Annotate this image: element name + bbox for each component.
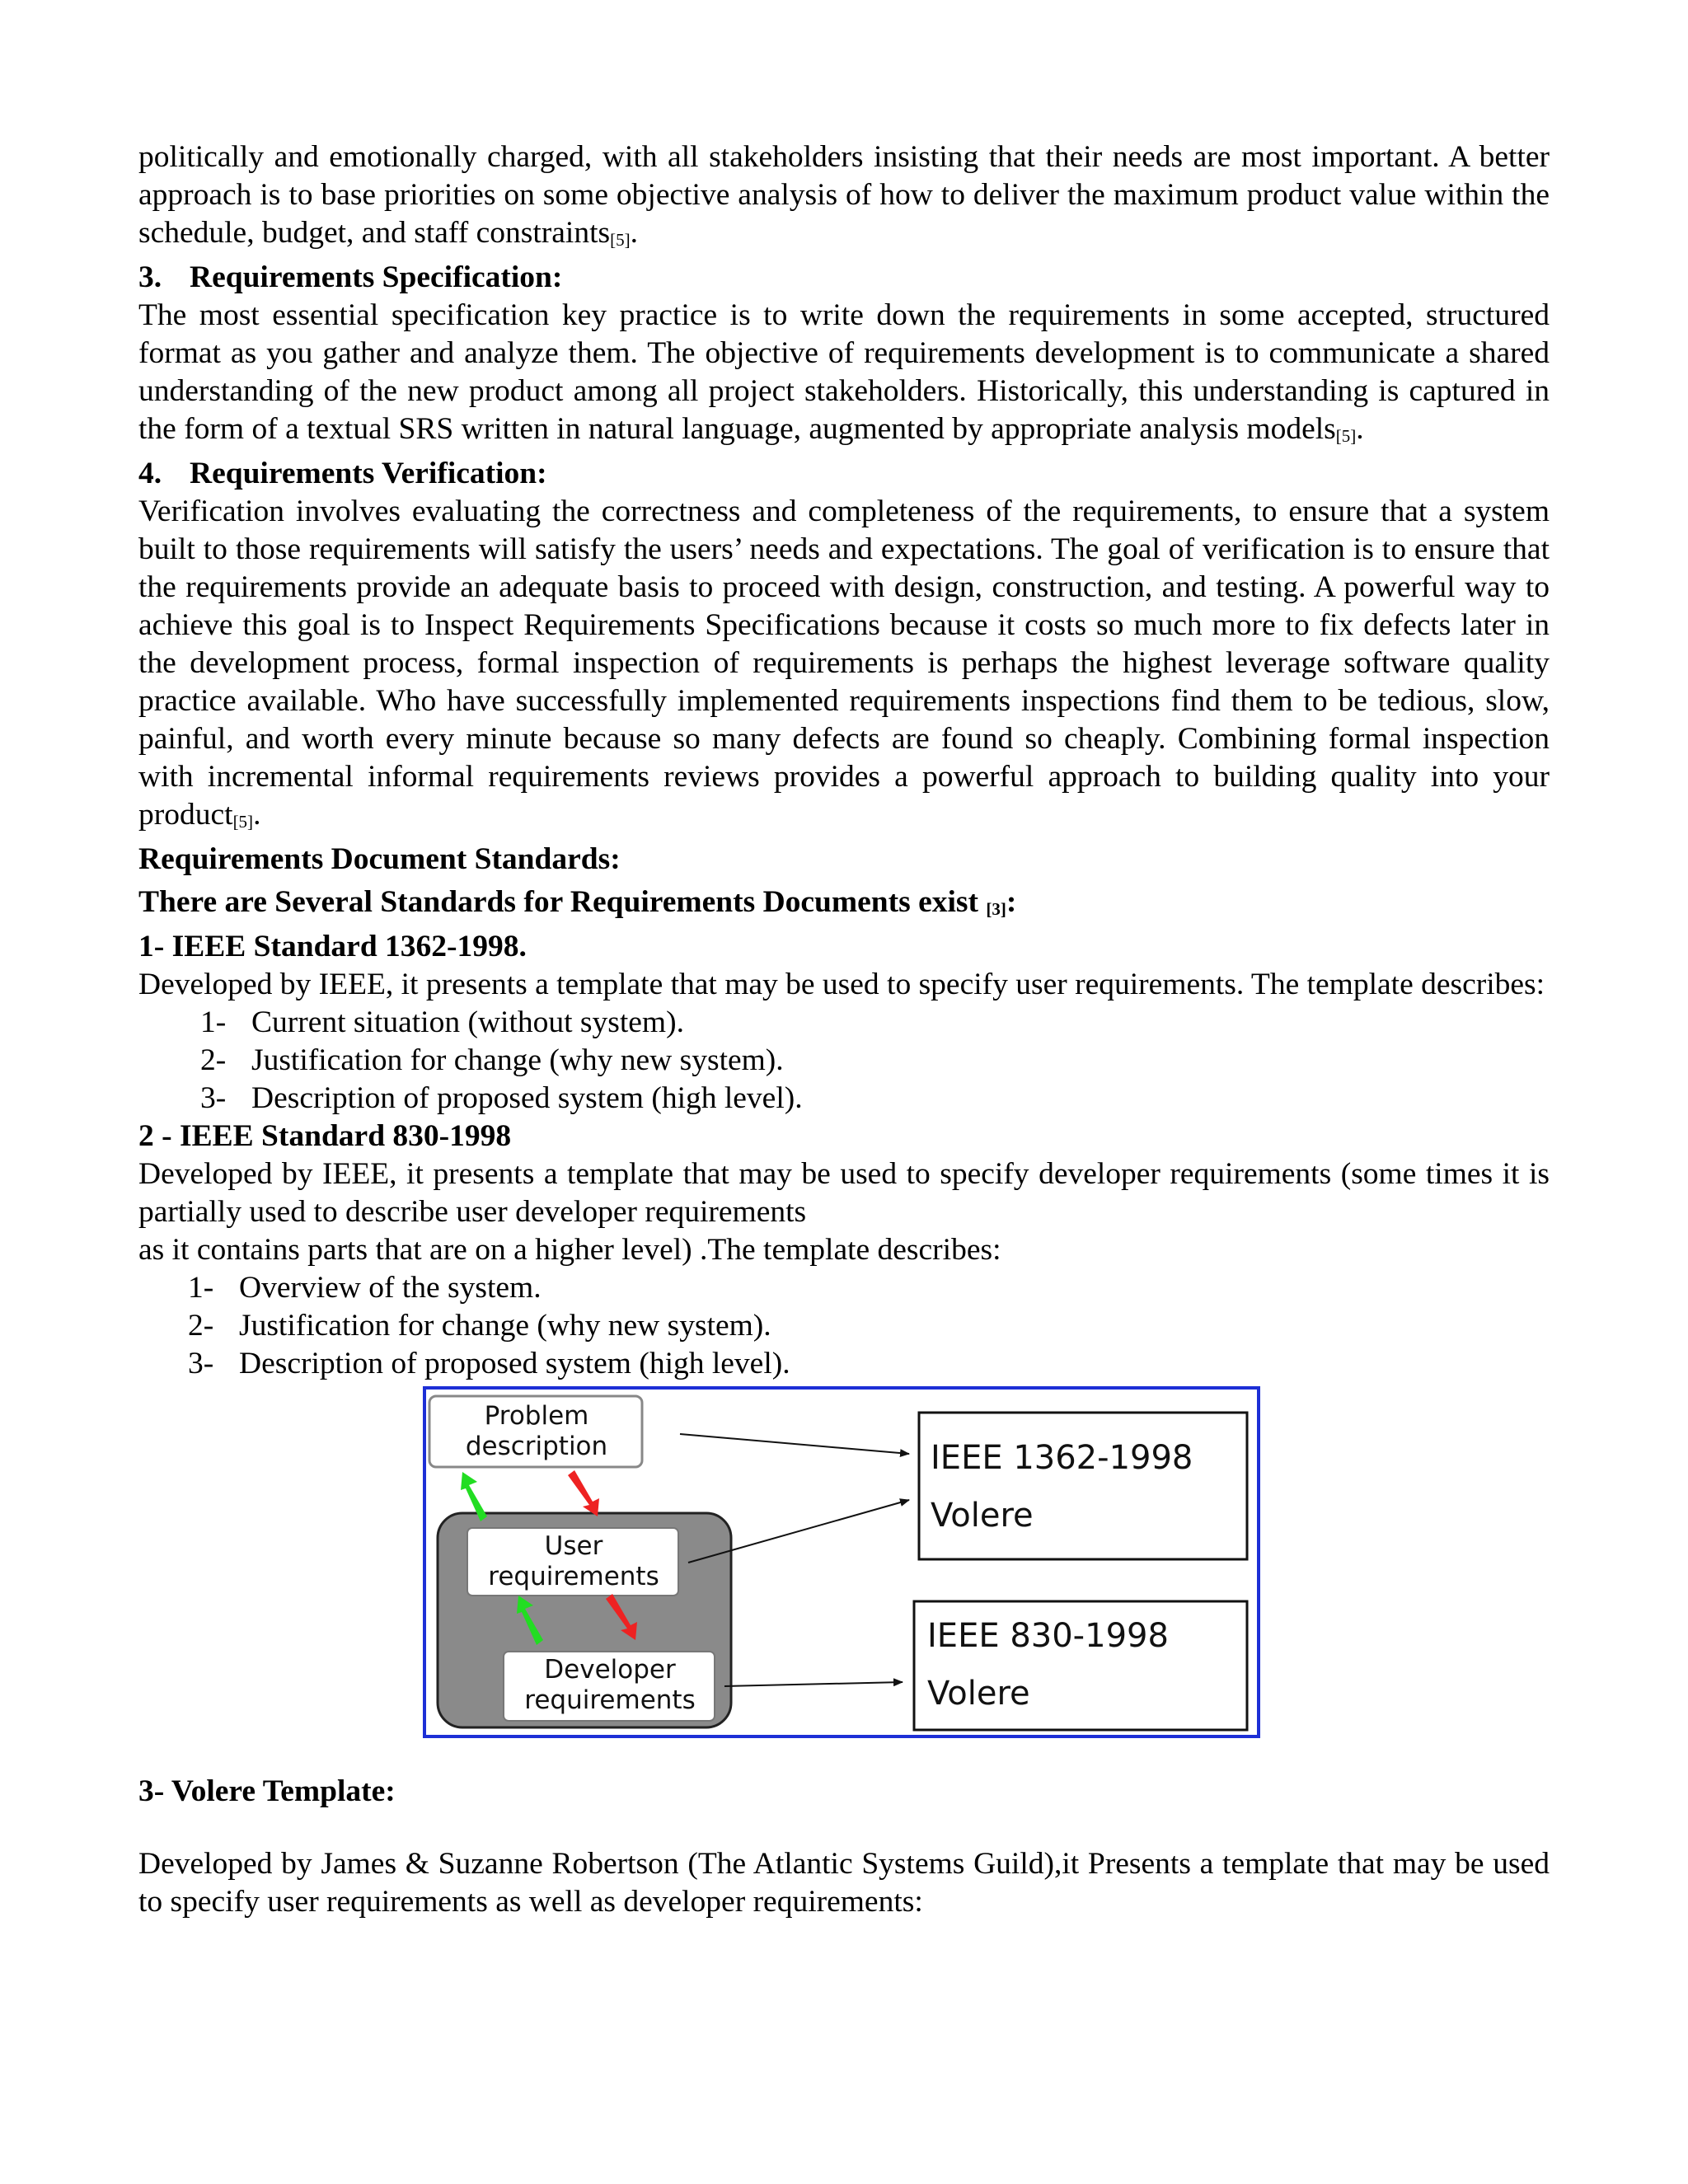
list-ieee-1362 [138,1004,1550,1118]
citation: [5] [610,230,631,250]
list-item: 2- Justification for change (why new system). [200,1043,784,1077]
list-item: 3- Description of proposed system (high level). [200,1081,803,1115]
heading-several-standards: There are Several Standards for Requirements Documents exist [3]: [138,885,1017,919]
paragraph-priorities: politically and emotionally charged, with all stakeholders insisting that their needs are most important. A better approach is to base priorities on some objective analysis of how to deliver the maximum product value within the schedule, budget, and staff constraints[5]. [138,140,1550,250]
paragraph-ieee-1362: Developed by IEEE, it presents a template that may be used to specify user requirements. The template describes: [138,968,1545,1001]
heading-requirements-verification: 4. Requirements Verification: [138,457,547,490]
arrow-developer-to-830 [724,1682,903,1686]
problem-description-label: Problem description [465,1401,608,1461]
paragraph-ieee-830: Developed by IEEE, it presents a template that may be used to specify developer requirements (some times it is partially used to describe user developer requirements [138,1157,1550,1229]
list-item: 1- Current situation (without system). [200,1005,684,1039]
document-page [138,138,1550,1921]
citation: [5] [1335,426,1357,446]
ieee-830-volere-label: IEEE 830-1998 Volere [927,1617,1169,1713]
list-item: 1- Overview of the system. [188,1271,542,1305]
citation: [3] [986,899,1006,919]
ieee-1362-volere-label: IEEE 1362-1998 Volere [931,1439,1193,1535]
heading-ieee-830: 2 - IEEE Standard 830-1998 [138,1119,512,1153]
heading-volere-template: 3- Volere Template: [138,1774,396,1808]
developer-requirements-label: Developer requirements [524,1655,696,1715]
arrow-problem-to-1362 [680,1434,909,1454]
list-item: 2- Justification for change (why new system). [188,1309,771,1343]
heading-document-standards: Requirements Document Standards: [138,842,621,876]
paragraph-specification: The most essential specification key practice is to write down the requirements in some accepted, structured format as you gather and analyze them. The objective of requirements development is to communicate a shared understanding of the new product among all project stakeholders. Historically, this understanding is captured in the form of a textual SRS written in natural language, augmented by appropriate analysis models[5]. [138,298,1550,446]
list-item: 3- Description of proposed system (high level). [188,1347,790,1380]
paragraph-ieee-830-continued: as it contains parts that are on a higher level) .The template describes: [138,1233,1001,1267]
paragraph-verification: Verification involves evaluating the correctness and completeness of the requirements, to ensure that a system built to those requirements will satisfy the users’ needs and expectations. The goal of verification is to ensure that the requirements provide an adequate basis to proceed with design, construction, and testing. A powerful way to achieve this goal is to Inspect Requirements Specifications because it costs so much more to fix defects later in the development process, formal inspection of requirements is perhaps the highest leverage software quality practice available. Who have successfully implemented requirements inspections find them to be tedious, slow, painful, and worth every minute because so many defects are found so cheaply. Combining formal inspection with incremental informal requirements reviews provides a powerful approach to building quality into your product[5]. [138,494,1550,832]
heading-requirements-specification: 3. Requirements Specification: [138,260,563,294]
citation: [5] [232,812,254,832]
requirements-standards-figure [423,1386,1260,1738]
red-down-arrow-1 [568,1470,599,1516]
list-ieee-830 [138,1269,1550,1383]
paragraph-volere: Developed by James & Suzanne Robertson (The Atlantic Systems Guild),it Presents a template that may be used to specify user requirements as well as developer requirements: [138,1847,1550,1919]
user-requirements-label: User requirements [488,1531,659,1591]
heading-ieee-1362: 1- IEEE Standard 1362-1998. [138,930,527,963]
